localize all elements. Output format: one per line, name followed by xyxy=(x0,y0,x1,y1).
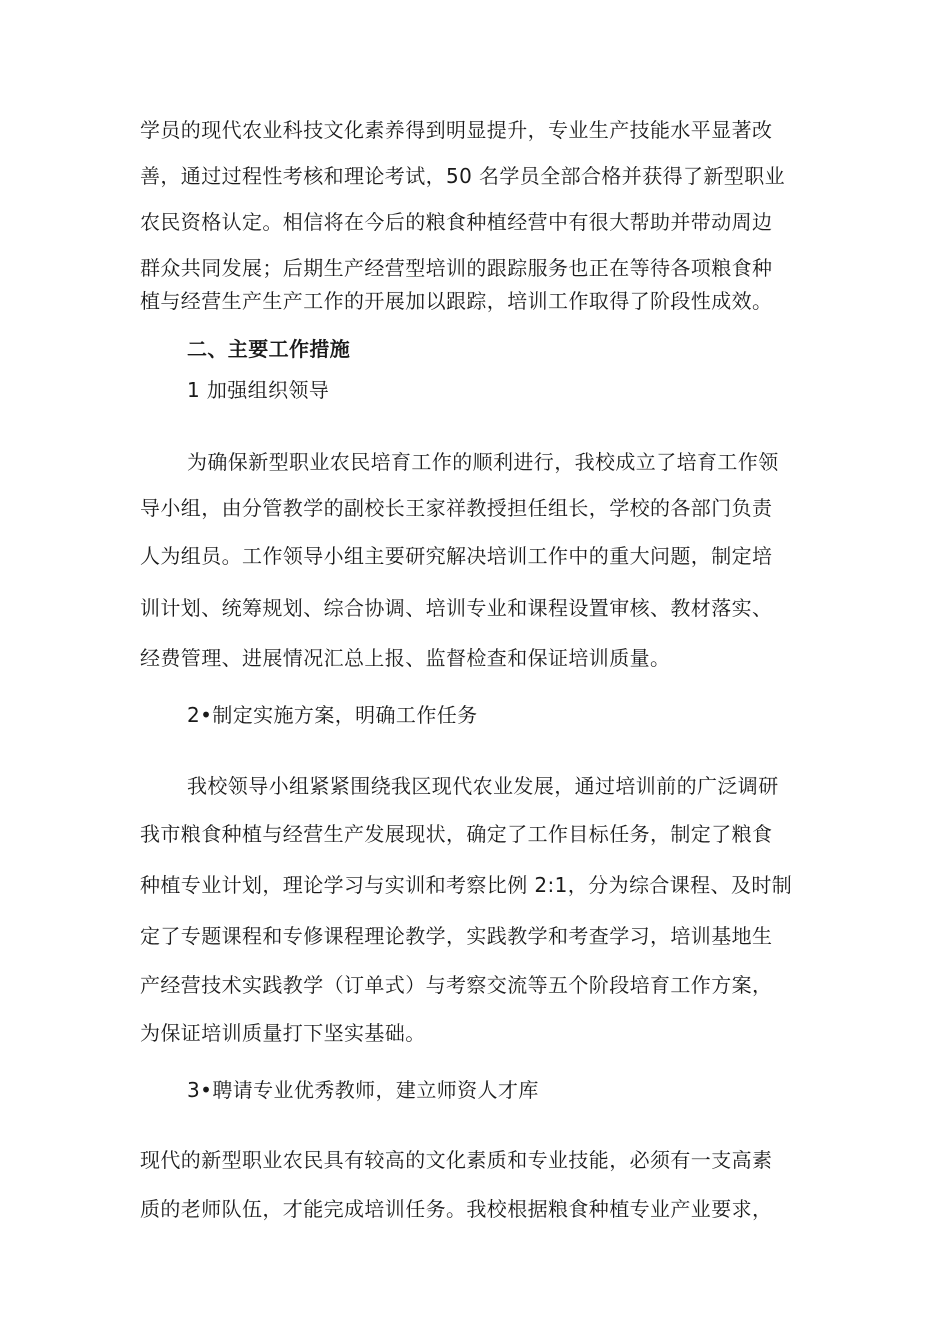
paragraph-line: 为确保新型职业农民培育工作的顺利进行，我校成立了培育工作领 xyxy=(187,450,779,474)
paragraph-line: 农民资格认定。相信将在今后的粮食种植经营中有很大帮助并带动周边 xyxy=(140,210,773,234)
paragraph-line: 人为组员。工作领导小组主要研究解决培训工作中的重大问题，制定培 xyxy=(140,544,773,568)
paragraph-line: 现代的新型职业农民具有较高的文化素质和专业技能，必须有一支高素 xyxy=(140,1148,773,1172)
paragraph-line: 种植专业计划，理论学习与实训和考察比例 2:1，分为综合课程、及时制 xyxy=(140,873,793,897)
paragraph-line: 群众共同发展；后期生产经营型培训的跟踪服务也正在等待各项粮食种 xyxy=(140,256,773,280)
paragraph-line: 我校领导小组紧紧围绕我区现代农业发展，通过培训前的广泛调研 xyxy=(187,774,779,798)
paragraph-line: 产经营技术实践教学（订单式）与考察交流等五个阶段培育工作方案， xyxy=(140,973,773,997)
paragraph-line: 善，通过过程性考核和理论考试，50 名学员全部合格并获得了新型职业 xyxy=(140,164,786,188)
subsection-heading: 3•聘请专业优秀教师，建立师资人才库 xyxy=(187,1078,539,1102)
paragraph-line: 学员的现代农业科技文化素养得到明显提升，专业生产技能水平显著改 xyxy=(140,118,773,142)
paragraph-line: 训计划、统筹规划、综合协调、培训专业和课程设置审核、教材落实、 xyxy=(140,596,773,620)
paragraph-line: 为保证培训质量打下坚实基础。 xyxy=(140,1021,426,1045)
paragraph-line: 导小组，由分管教学的副校长王家祥教授担任组长，学校的各部门负责 xyxy=(140,496,773,520)
paragraph-line: 质的老师队伍，才能完成培训任务。我校根据粮食种植专业产业要求， xyxy=(140,1197,773,1221)
paragraph-line: 定了专题课程和专修课程理论教学，实践教学和考查学习，培训基地生 xyxy=(140,924,773,948)
paragraph-line: 我市粮食种植与经营生产发展现状，确定了工作目标任务，制定了粮食 xyxy=(140,822,773,846)
paragraph-line: 经费管理、进展情况汇总上报、监督检查和保证培训质量。 xyxy=(140,646,671,670)
subsection-heading: 1 加强组织领导 xyxy=(187,378,330,402)
paragraph-line: 植与经营生产生产工作的开展加以跟踪，培训工作取得了阶段性成效。 xyxy=(140,289,773,313)
section-heading: 二、主要工作措施 xyxy=(187,337,351,361)
subsection-heading: 2•制定实施方案，明确工作任务 xyxy=(187,703,478,727)
